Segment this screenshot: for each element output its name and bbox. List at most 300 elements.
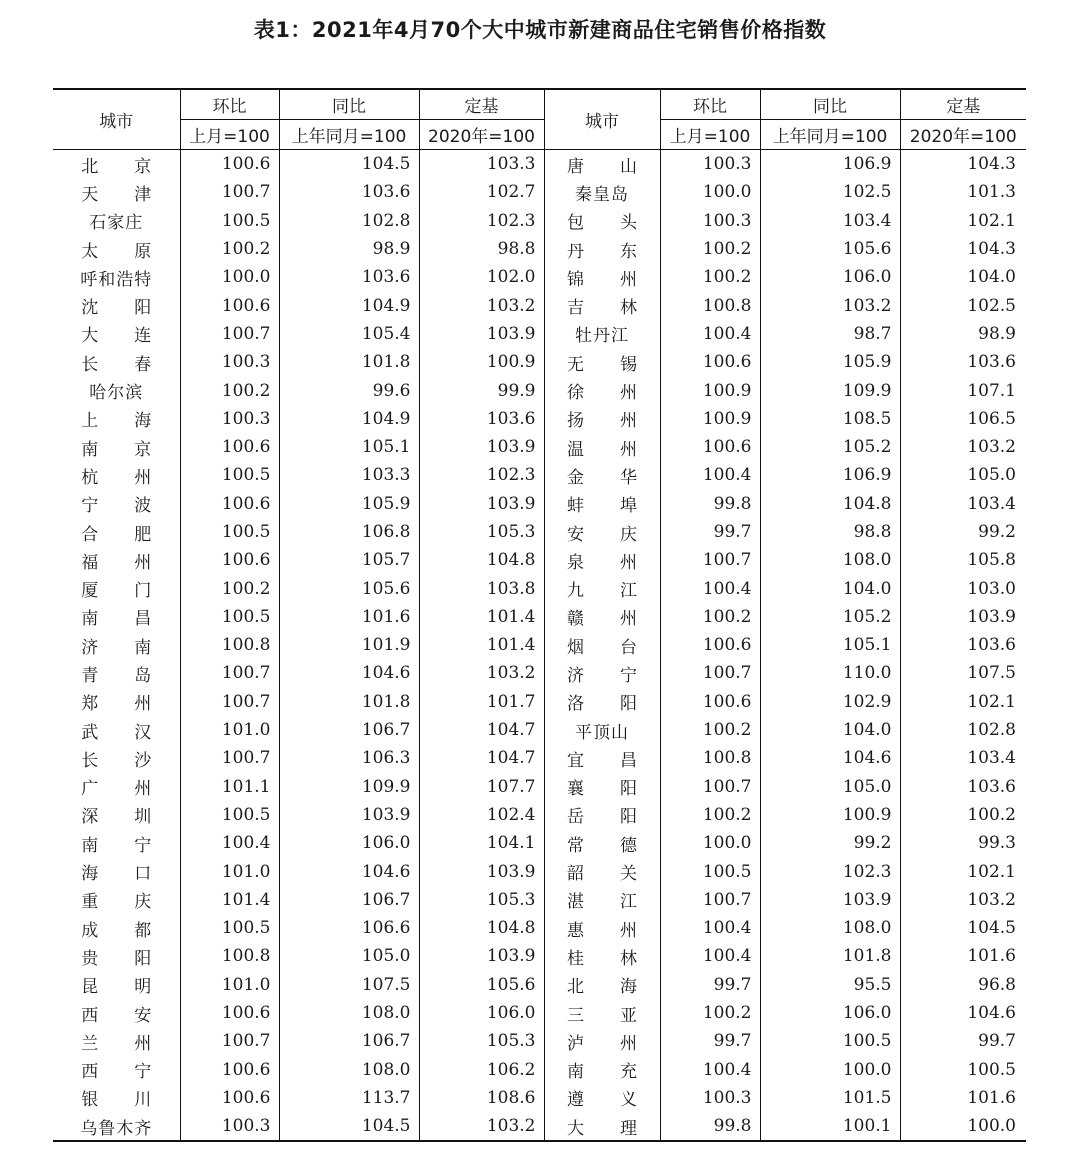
city-name: [567, 774, 637, 799]
mom-value-left: 100.5: [180, 518, 279, 546]
city-name: [567, 916, 637, 941]
mom-value-right: 100.3: [660, 150, 760, 179]
city-name: [567, 604, 637, 629]
mom-value-right: 100.2: [660, 716, 760, 744]
city-char: 郑: [81, 694, 99, 715]
base-value-right: 102.8: [900, 716, 1026, 744]
subheader-yoy-right: 上年同月=100: [760, 120, 900, 150]
city-name: [81, 1057, 151, 1082]
table-row: [53, 291, 1026, 319]
city-cell-left: [53, 235, 180, 263]
city-name: [81, 661, 151, 686]
mom-value-left: 101.4: [180, 886, 279, 914]
city-name: [81, 802, 151, 827]
city-cell-left: [53, 942, 180, 970]
yoy-value-left: 105.4: [279, 320, 419, 348]
city-char: 安: [567, 524, 584, 545]
subheader-mom-left: 上月=100: [180, 120, 279, 150]
yoy-value-left: 104.9: [279, 405, 419, 433]
yoy-value-left: 103.9: [279, 801, 419, 829]
table-row: [53, 207, 1026, 235]
mom-value-right: 99.7: [660, 1027, 760, 1055]
city-char: 南: [81, 835, 99, 856]
city-char: 关: [620, 864, 637, 885]
city-cell-right: [544, 320, 660, 348]
yoy-value-left: 104.9: [279, 291, 419, 319]
mom-value-left: 100.6: [180, 1084, 279, 1112]
base-value-right: 103.4: [900, 490, 1026, 518]
city-cell-right: [544, 1027, 660, 1055]
table-row: [53, 1056, 1026, 1084]
city-char: 圳: [134, 807, 152, 828]
mom-value-right: 100.6: [660, 688, 760, 716]
base-value-left: 102.3: [419, 461, 544, 489]
yoy-value-right: 105.1: [760, 631, 900, 659]
mom-value-right: 99.8: [660, 490, 760, 518]
base-value-right: 104.0: [900, 263, 1026, 291]
yoy-value-left: 103.3: [279, 461, 419, 489]
mom-value-left: 100.3: [180, 405, 279, 433]
mom-value-left: 100.8: [180, 631, 279, 659]
city-name: [81, 576, 151, 601]
city-char: 州: [620, 920, 637, 941]
city-cell-right: [544, 405, 660, 433]
city-cell-left: [53, 773, 180, 801]
base-value-right: 104.3: [900, 150, 1026, 179]
yoy-value-right: 100.1: [760, 1112, 900, 1141]
base-value-left: 100.9: [419, 348, 544, 376]
city-char: 昌: [620, 750, 637, 771]
base-value-right: 103.6: [900, 773, 1026, 801]
yoy-value-left: 108.0: [279, 1056, 419, 1084]
city-name: [567, 350, 637, 375]
subheader-base-left: 2020年=100: [419, 120, 544, 150]
table-row: [53, 914, 1026, 942]
yoy-value-left: 101.8: [279, 688, 419, 716]
table-row: [53, 716, 1026, 744]
city-cell-left: [53, 716, 180, 744]
city-char: 扬: [567, 411, 584, 432]
mom-value-right: 100.7: [660, 546, 760, 574]
table-row: [53, 1084, 1026, 1112]
mom-value-right: 99.7: [660, 971, 760, 999]
city-char: 州: [620, 411, 637, 432]
city-cell-left: [53, 801, 180, 829]
city-cell-left: [53, 405, 180, 433]
city-name: 秦皇岛: [575, 184, 629, 205]
base-value-right: 98.9: [900, 320, 1026, 348]
mom-value-left: 100.5: [180, 801, 279, 829]
city-cell-right: [544, 603, 660, 631]
base-value-right: 100.2: [900, 801, 1026, 829]
city-cell-left: [53, 1084, 180, 1112]
city-name: [567, 435, 637, 460]
city-char: 山: [620, 156, 637, 177]
mom-value-right: 100.3: [660, 207, 760, 235]
base-value-left: 104.1: [419, 829, 544, 857]
base-value-left: 99.9: [419, 376, 544, 404]
mom-value-right: 100.7: [660, 659, 760, 687]
city-char: 无: [567, 354, 584, 375]
base-value-left: 103.9: [419, 942, 544, 970]
city-char: 头: [620, 213, 637, 234]
city-name: [81, 604, 151, 629]
mom-value-right: 100.0: [660, 178, 760, 206]
city-char: 北: [567, 977, 584, 998]
city-char: 广: [81, 779, 99, 800]
yoy-value-left: 104.5: [279, 150, 419, 179]
city-char: 沈: [81, 298, 99, 319]
city-char: 江: [620, 892, 637, 913]
table-row: [53, 942, 1026, 970]
city-char: 蚌: [567, 496, 584, 517]
mom-value-left: 100.2: [180, 376, 279, 404]
city-name: [81, 746, 151, 771]
city-cell-left: [53, 348, 180, 376]
city-cell-right: [544, 574, 660, 602]
city-cell-right: [544, 263, 660, 291]
base-value-left: 102.7: [419, 178, 544, 206]
city-char: 南: [134, 637, 152, 658]
yoy-value-left: 104.5: [279, 1112, 419, 1141]
city-char: 州: [620, 1033, 637, 1054]
city-cell-right: [544, 631, 660, 659]
base-value-right: 107.5: [900, 659, 1026, 687]
yoy-value-left: 113.7: [279, 1084, 419, 1112]
city-cell-left: [53, 631, 180, 659]
city-name: [567, 1001, 637, 1026]
base-value-left: 104.8: [419, 546, 544, 574]
city-char: 海: [134, 411, 152, 432]
mom-value-right: 100.4: [660, 914, 760, 942]
subheader-base-right: 2020年=100: [900, 120, 1026, 150]
table-row: [53, 433, 1026, 461]
mom-value-left: 100.2: [180, 235, 279, 263]
base-value-right: 103.4: [900, 744, 1026, 772]
city-cell-left: [53, 857, 180, 885]
header-mom-left: 环比: [180, 89, 279, 120]
yoy-value-right: 105.2: [760, 433, 900, 461]
city-char: 昌: [134, 609, 152, 630]
base-value-right: 103.6: [900, 631, 1026, 659]
base-value-right: 101.6: [900, 942, 1026, 970]
city-name: [567, 633, 637, 658]
yoy-value-right: 103.2: [760, 291, 900, 319]
city-cell-right: [544, 1112, 660, 1141]
base-value-left: 102.3: [419, 207, 544, 235]
city-name: 哈尔滨: [89, 383, 144, 404]
header-base-left: 定基: [419, 89, 544, 120]
city-cell-right: [544, 999, 660, 1027]
city-name: [567, 576, 637, 601]
mom-value-left: 100.6: [180, 999, 279, 1027]
mom-value-right: 99.8: [660, 1112, 760, 1141]
city-name: [81, 435, 151, 460]
mom-value-right: 100.7: [660, 773, 760, 801]
table-row: [53, 659, 1026, 687]
city-char: 台: [620, 637, 637, 658]
city-char: 阳: [134, 948, 152, 969]
city-char: 泉: [567, 552, 584, 573]
city-char: 德: [620, 835, 637, 856]
yoy-value-right: 101.8: [760, 942, 900, 970]
mom-value-left: 101.0: [180, 716, 279, 744]
city-char: 桂: [567, 948, 584, 969]
city-cell-right: [544, 659, 660, 687]
subheader-yoy-left: 上年同月=100: [279, 120, 419, 150]
city-name: [81, 548, 151, 573]
city-name: [567, 237, 637, 262]
yoy-value-right: 108.0: [760, 914, 900, 942]
base-value-right: 101.6: [900, 1084, 1026, 1112]
city-char: 海: [81, 864, 99, 885]
base-value-right: 107.1: [900, 376, 1026, 404]
mom-value-right: 100.5: [660, 857, 760, 885]
city-name: [567, 406, 637, 431]
city-char: 阳: [134, 298, 152, 319]
city-name: [81, 321, 151, 346]
table-row: [53, 999, 1026, 1027]
city-char: 赣: [567, 609, 584, 630]
table-row: [53, 348, 1026, 376]
city-char: 金: [567, 467, 584, 488]
mom-value-left: 100.7: [180, 320, 279, 348]
city-name: 平顶山: [575, 722, 629, 743]
yoy-value-right: 108.5: [760, 405, 900, 433]
yoy-value-right: 103.9: [760, 886, 900, 914]
yoy-value-right: 104.0: [760, 574, 900, 602]
city-name: [81, 180, 151, 205]
city-name: [81, 520, 151, 545]
table-row: [53, 603, 1026, 631]
mom-value-right: 100.8: [660, 744, 760, 772]
city-char: 埠: [620, 496, 637, 517]
header-yoy-right: 同比: [760, 89, 900, 120]
city-char: 吉: [567, 298, 584, 319]
city-name: [567, 1085, 637, 1110]
city-cell-right: [544, 376, 660, 404]
city-name: [81, 972, 151, 997]
city-name: [567, 661, 637, 686]
mom-value-left: 100.6: [180, 546, 279, 574]
city-char: 津: [134, 184, 152, 205]
city-char: 州: [134, 694, 152, 715]
city-char: 春: [134, 354, 152, 375]
yoy-value-right: 104.6: [760, 744, 900, 772]
mom-value-right: 100.6: [660, 433, 760, 461]
city-char: 银: [81, 1090, 99, 1111]
city-cell-right: [544, 518, 660, 546]
city-char: 州: [134, 1033, 152, 1054]
yoy-value-right: 103.4: [760, 207, 900, 235]
city-char: 深: [81, 807, 99, 828]
mom-value-right: 100.9: [660, 405, 760, 433]
yoy-value-left: 102.8: [279, 207, 419, 235]
city-cell-left: [53, 433, 180, 461]
mom-value-left: 101.0: [180, 857, 279, 885]
base-value-left: 105.3: [419, 518, 544, 546]
city-char: 泸: [567, 1033, 584, 1054]
city-char: 岳: [567, 807, 584, 828]
table-row: [53, 518, 1026, 546]
city-cell-right: [544, 829, 660, 857]
mom-value-left: 100.7: [180, 659, 279, 687]
city-char: 南: [567, 1062, 584, 1083]
yoy-value-right: 95.5: [760, 971, 900, 999]
yoy-value-right: 102.9: [760, 688, 900, 716]
city-char: 川: [134, 1090, 152, 1111]
city-char: 常: [567, 835, 584, 856]
city-cell-right: [544, 857, 660, 885]
city-name: [567, 972, 637, 997]
city-cell-right: [544, 914, 660, 942]
city-name: [567, 689, 637, 714]
city-char: 京: [134, 156, 152, 177]
city-name: [81, 859, 151, 884]
city-cell-left: [53, 263, 180, 291]
city-cell-right: [544, 150, 660, 179]
header-mom-right: 环比: [660, 89, 760, 120]
mom-value-right: 100.6: [660, 348, 760, 376]
yoy-value-left: 106.0: [279, 829, 419, 857]
city-char: 锦: [567, 269, 584, 290]
base-value-left: 103.2: [419, 291, 544, 319]
city-cell-right: [544, 716, 660, 744]
yoy-value-right: 106.9: [760, 461, 900, 489]
mom-value-left: 101.0: [180, 971, 279, 999]
base-value-right: 96.8: [900, 971, 1026, 999]
city-cell-left: [53, 1112, 180, 1141]
city-char: 济: [81, 637, 99, 658]
city-cell-right: [544, 942, 660, 970]
city-char: 口: [134, 864, 152, 885]
mom-value-left: 100.7: [180, 1027, 279, 1055]
base-value-left: 101.4: [419, 603, 544, 631]
header-yoy-left: 同比: [279, 89, 419, 120]
city-cell-right: [544, 291, 660, 319]
base-value-left: 107.7: [419, 773, 544, 801]
city-char: 杭: [81, 467, 99, 488]
base-value-right: 104.6: [900, 999, 1026, 1027]
base-value-left: 105.6: [419, 971, 544, 999]
yoy-value-right: 101.5: [760, 1084, 900, 1112]
city-char: 充: [620, 1062, 637, 1083]
mom-value-left: 100.7: [180, 178, 279, 206]
base-value-right: 104.5: [900, 914, 1026, 942]
base-value-right: 105.8: [900, 546, 1026, 574]
city-char: 韶: [567, 864, 584, 885]
base-value-left: 103.9: [419, 490, 544, 518]
mom-value-right: 100.7: [660, 886, 760, 914]
mom-value-left: 100.7: [180, 688, 279, 716]
city-char: 南: [81, 609, 99, 630]
city-name: [81, 718, 151, 743]
table-row: [53, 631, 1026, 659]
city-char: 宁: [81, 496, 99, 517]
city-char: 九: [567, 581, 584, 602]
yoy-value-left: 105.0: [279, 942, 419, 970]
yoy-value-right: 108.0: [760, 546, 900, 574]
city-char: 锡: [620, 354, 637, 375]
yoy-value-right: 99.2: [760, 829, 900, 857]
city-name: [81, 152, 151, 177]
table-row: [53, 546, 1026, 574]
city-char: 洛: [567, 694, 584, 715]
city-char: 湛: [567, 892, 584, 913]
city-char: 州: [134, 779, 152, 800]
city-cell-right: [544, 433, 660, 461]
yoy-value-left: 106.7: [279, 1027, 419, 1055]
city-name: [81, 689, 151, 714]
city-cell-left: [53, 546, 180, 574]
city-char: 安: [134, 1005, 152, 1026]
mom-value-right: 100.8: [660, 291, 760, 319]
base-value-right: 102.5: [900, 291, 1026, 319]
base-value-right: 99.3: [900, 829, 1026, 857]
yoy-value-left: 104.6: [279, 659, 419, 687]
yoy-value-right: 105.9: [760, 348, 900, 376]
base-value-left: 103.2: [419, 1112, 544, 1141]
mom-value-right: 100.2: [660, 263, 760, 291]
mom-value-left: 100.5: [180, 914, 279, 942]
city-cell-left: [53, 688, 180, 716]
city-char: 岛: [134, 665, 152, 686]
base-value-left: 101.4: [419, 631, 544, 659]
city-name: [81, 1001, 151, 1026]
city-cell-left: [53, 490, 180, 518]
yoy-value-right: 100.0: [760, 1056, 900, 1084]
city-cell-left: [53, 914, 180, 942]
yoy-value-left: 106.3: [279, 744, 419, 772]
city-char: 东: [620, 241, 637, 262]
yoy-value-right: 110.0: [760, 659, 900, 687]
yoy-value-left: 101.8: [279, 348, 419, 376]
yoy-value-left: 103.6: [279, 263, 419, 291]
table-row: [53, 886, 1026, 914]
table-row: [53, 829, 1026, 857]
base-value-right: 106.5: [900, 405, 1026, 433]
base-value-right: 99.7: [900, 1027, 1026, 1055]
yoy-value-left: 99.6: [279, 376, 419, 404]
city-name: [81, 406, 151, 431]
city-char: 海: [620, 977, 637, 998]
base-value-right: 100.5: [900, 1056, 1026, 1084]
table-row: [53, 1112, 1026, 1141]
city-cell-right: [544, 461, 660, 489]
yoy-value-left: 105.7: [279, 546, 419, 574]
city-char: 遵: [567, 1090, 584, 1111]
base-value-left: 102.0: [419, 263, 544, 291]
city-cell-right: [544, 971, 660, 999]
yoy-value-right: 100.9: [760, 801, 900, 829]
mom-value-left: 100.5: [180, 207, 279, 235]
base-value-left: 103.6: [419, 405, 544, 433]
city-char: 州: [134, 552, 152, 573]
base-value-left: 103.2: [419, 659, 544, 687]
mom-value-right: 100.2: [660, 801, 760, 829]
city-name: [81, 1029, 151, 1054]
base-value-right: 103.0: [900, 574, 1026, 602]
base-value-left: 103.9: [419, 320, 544, 348]
city-cell-right: [544, 1084, 660, 1112]
city-char: 宜: [567, 750, 584, 771]
city-char: 宁: [134, 835, 152, 856]
yoy-value-right: 100.5: [760, 1027, 900, 1055]
city-cell-left: [53, 291, 180, 319]
city-name: [567, 887, 637, 912]
city-name: 呼和浩特: [80, 269, 153, 290]
city-cell-left: [53, 744, 180, 772]
